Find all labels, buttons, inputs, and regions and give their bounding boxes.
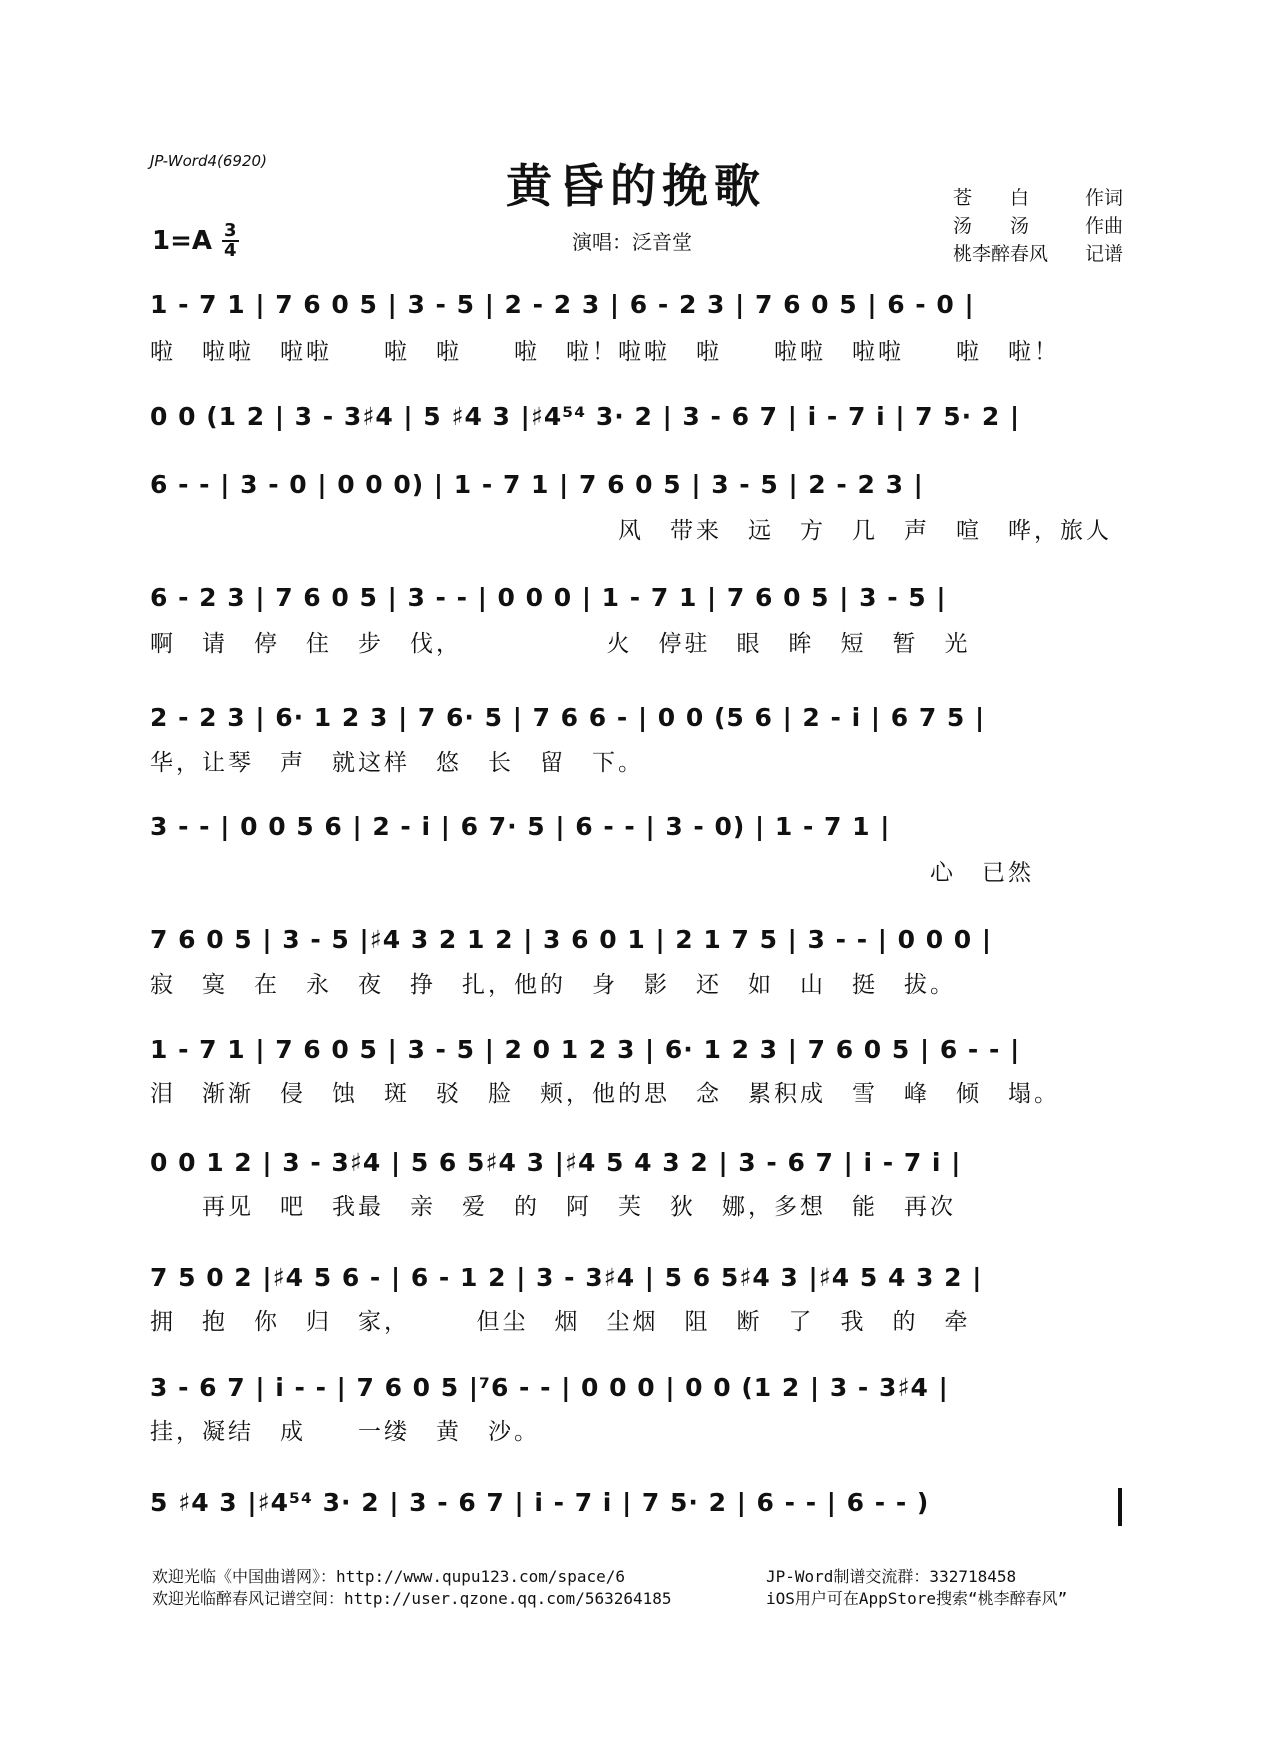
score-notes-row: 3 - 6 7 | i - - | 7 6 0 5 |⁷6 - - | 0 0 0 | 0 0 (1 2 | 3 - 3♯4 | bbox=[150, 1373, 949, 1402]
score-lyrics-row: 华，让琴 声 就这样 悠 长 留 下。 bbox=[150, 750, 644, 776]
score-notes-row: 0 0 (1 2 | 3 - 3♯4 | 5 ♯4 3 |♯4⁵⁴ 3· 2 | 3 - 6 7 | i - 7 i | 7 5· 2 | bbox=[150, 402, 1021, 431]
score-notes-row: 6 - - | 3 - 0 | 0 0 0) | 1 - 7 1 | 7 6 0 5 | 3 - 5 | 2 - 2 3 | bbox=[150, 470, 924, 499]
score-notes-row: 6 - 2 3 | 7 6 0 5 | 3 - - | 0 0 0 | 1 - 7 1 | 7 6 0 5 | 3 - 5 | bbox=[150, 583, 947, 612]
score-notes-row: 7 6 0 5 | 3 - 5 |♯4 3 2 1 2 | 3 6 0 1 | 2 1 7 5 | 3 - - | 0 0 0 | bbox=[150, 925, 993, 954]
score-lyrics-row: 啦 啦啦 啦啦 啦 啦 啦 啦！啦啦 啦 啦啦 啦啦 啦 啦！ bbox=[150, 339, 1060, 365]
footer-site-link[interactable]: 欢迎光临《中国曲谱网》：http://www.qupu123.com/space/6 bbox=[152, 1567, 625, 1586]
score-lyrics-row: 风 带来 远 方 几 声 喧 哗，旅人 bbox=[150, 518, 1112, 544]
footer-ios-info: iOS用户可在AppStore搜索“桃李醉春风” bbox=[766, 1589, 1068, 1608]
time-top: 3 bbox=[224, 220, 237, 241]
footer bbox=[152, 1566, 1067, 1610]
score-lyrics-row: 再见 吧 我最 亲 爱 的 阿 芙 狄 娜，多想 能 再次 bbox=[150, 1194, 956, 1220]
score-lyrics-row: 泪 渐渐 侵 蚀 斑 驳 脸 颊，他的思 念 累积成 雪 峰 倾 塌。 bbox=[150, 1081, 1060, 1107]
score-notes-row: 3 - - | 0 0 5 6 | 2 - i | 6 7· 5 | 6 - - | 3 - 0) | 1 - 7 1 | bbox=[150, 812, 891, 841]
score-notes-row: 2 - 2 3 | 6· 1 2 3 | 7 6· 5 | 7 6 6 - | 0 0 (5 6 | 2 - i | 6 7 5 | bbox=[150, 703, 986, 732]
score-notes-row: 1 - 7 1 | 7 6 0 5 | 3 - 5 | 2 - 2 3 | 6 - 2 3 | 7 6 0 5 | 6 - 0 | bbox=[150, 290, 975, 319]
song-title: 黄昏的挽歌 bbox=[506, 159, 766, 213]
score-notes-row: 5 ♯4 3 |♯4⁵⁴ 3· 2 | 3 - 6 7 | i - 7 i | 7 5· 2 | 6 - - | 6 - - ) bbox=[150, 1488, 930, 1517]
singer-credit: 演唱：泛音堂 bbox=[572, 230, 692, 254]
score-lyrics-row: 心 已然 bbox=[150, 860, 1034, 886]
score-notes-row: 0 0 1 2 | 3 - 3♯4 | 5 6 5♯4 3 |♯4 5 4 3 2 | 3 - 6 7 | i - 7 i | bbox=[150, 1148, 962, 1177]
footer-space-link[interactable]: 欢迎光临醉春风记谱空间：http://user.qzone.qq.com/563264185 bbox=[152, 1589, 672, 1608]
credit-lyricist: 苍 白 作词 bbox=[953, 187, 1123, 209]
software-label: JP-Word4(6920) bbox=[150, 152, 267, 170]
score-lyrics-row: 挂，凝结 成 一缕 黄 沙。 bbox=[150, 1419, 540, 1445]
footer-line-1 bbox=[152, 1566, 1067, 1588]
score-notes-row: 7 5 0 2 |♯4 5 6 - | 6 - 1 2 | 3 - 3♯4 | 5 6 5♯4 3 |♯4 5 4 3 2 | bbox=[150, 1263, 983, 1292]
key-signature bbox=[152, 222, 239, 260]
credit-composer: 汤 汤 作曲 bbox=[953, 215, 1123, 237]
credits-block bbox=[953, 184, 1123, 268]
time-signature bbox=[222, 222, 239, 260]
score-notes-row: 1 - 7 1 | 7 6 0 5 | 3 - 5 | 2 0 1 2 3 | 6· 1 2 3 | 7 6 0 5 | 6 - - | bbox=[150, 1035, 1021, 1064]
time-bottom: 4 bbox=[224, 240, 237, 261]
footer-line-2 bbox=[152, 1588, 1067, 1610]
final-barline bbox=[1118, 1488, 1122, 1526]
footer-group-info: JP-Word制谱交流群：332718458 bbox=[766, 1567, 1017, 1586]
score-lyrics-row: 寂 寞 在 永 夜 挣 扎，他的 身 影 还 如 山 挺 拔。 bbox=[150, 972, 956, 998]
key-label: 1=A bbox=[152, 226, 212, 256]
score-lyrics-row: 拥 抱 你 归 家， 但尘 烟 尘烟 阻 断 了 我 的 牵 bbox=[150, 1309, 971, 1335]
score-lyrics-row: 啊 请 停 住 步 伐， 火 停驻 眼 眸 短 暂 光 bbox=[150, 631, 971, 657]
credit-transcriber: 桃李醉春风 记谱 bbox=[953, 243, 1123, 265]
